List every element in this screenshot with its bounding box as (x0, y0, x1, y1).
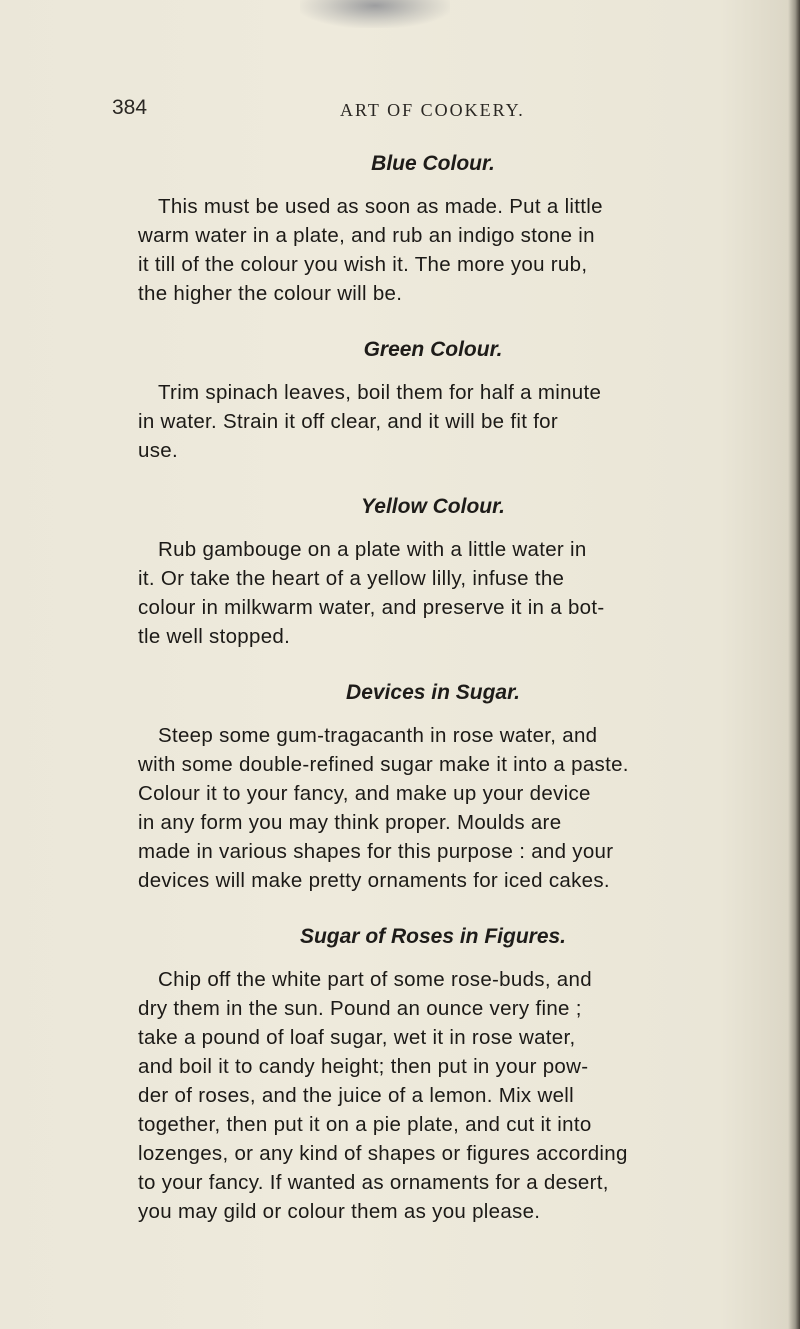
section-title: Sugar of Roses in Figures. (299, 925, 567, 948)
text-line: to your fancy. If wanted as ornaments for a desert, (138, 1171, 609, 1194)
section-yellow-colour (138, 493, 728, 651)
text-line: you may gild or colour them as you please. (138, 1200, 541, 1223)
text-line: use. (138, 439, 178, 462)
section-title: Devices in Sugar. (346, 681, 520, 704)
section-devices-in-sugar (138, 679, 728, 895)
text-line: in any form you may think proper. Moulds are (138, 811, 562, 834)
text-line: Steep some gum-tragacanth in rose water, and (158, 724, 598, 747)
text-line: warm water in a plate, and rub an indigo stone in (138, 224, 595, 247)
text-line: dry them in the sun. Pound an ounce very fine ; (138, 997, 582, 1020)
text-line: der of roses, and the juice of a lemon. Mix well (138, 1084, 574, 1107)
page-number: 384 (112, 96, 148, 119)
page-edge-shadow (788, 0, 800, 1329)
section-title: Blue Colour. (371, 152, 495, 175)
ink-smudge (300, 0, 450, 28)
text-line: in water. Strain it off clear, and it will be fit for (138, 410, 559, 433)
text-line: tle well stopped. (138, 625, 291, 648)
section-title: Yellow Colour. (361, 495, 505, 518)
text-line: and boil it to candy height; then put in your pow- (138, 1055, 589, 1078)
text-line: the higher the colour will be. (138, 282, 403, 305)
text-line: Colour it to your fancy, and make up your device (138, 782, 591, 805)
section-sugar-of-roses (138, 923, 728, 1226)
section-blue-colour (138, 150, 728, 308)
text-line: Rub gambouge on a plate with a little water in (158, 538, 587, 561)
running-title: ART OF COOKERY. (340, 100, 525, 120)
text-line: take a pound of loaf sugar, wet it in rose water, (138, 1026, 576, 1049)
section-title: Green Colour. (363, 338, 503, 361)
text-line: it. Or take the heart of a yellow lilly, infuse the (138, 567, 565, 590)
text-line: made in various shapes for this purpose : and your (138, 840, 614, 863)
text-line: with some double-refined sugar make it into a paste. (138, 753, 629, 776)
running-head (0, 96, 800, 126)
text-line: colour in milkwarm water, and preserve it in a bot- (138, 596, 605, 619)
text-line: This must be used as soon as made. Put a little (158, 195, 603, 218)
text-line: together, then put it on a pie plate, and cut it into (138, 1113, 592, 1136)
section-green-colour (138, 336, 728, 465)
text-line: Trim spinach leaves, boil them for half a minute (158, 381, 602, 404)
page-content (138, 150, 728, 1254)
text-line: devices will make pretty ornaments for iced cakes. (138, 869, 610, 892)
text-line: Chip off the white part of some rose-buds, and (158, 968, 592, 991)
text-line: lozenges, or any kind of shapes or figures according (138, 1142, 628, 1165)
text-line: it till of the colour you wish it. The more you rub, (138, 253, 588, 276)
